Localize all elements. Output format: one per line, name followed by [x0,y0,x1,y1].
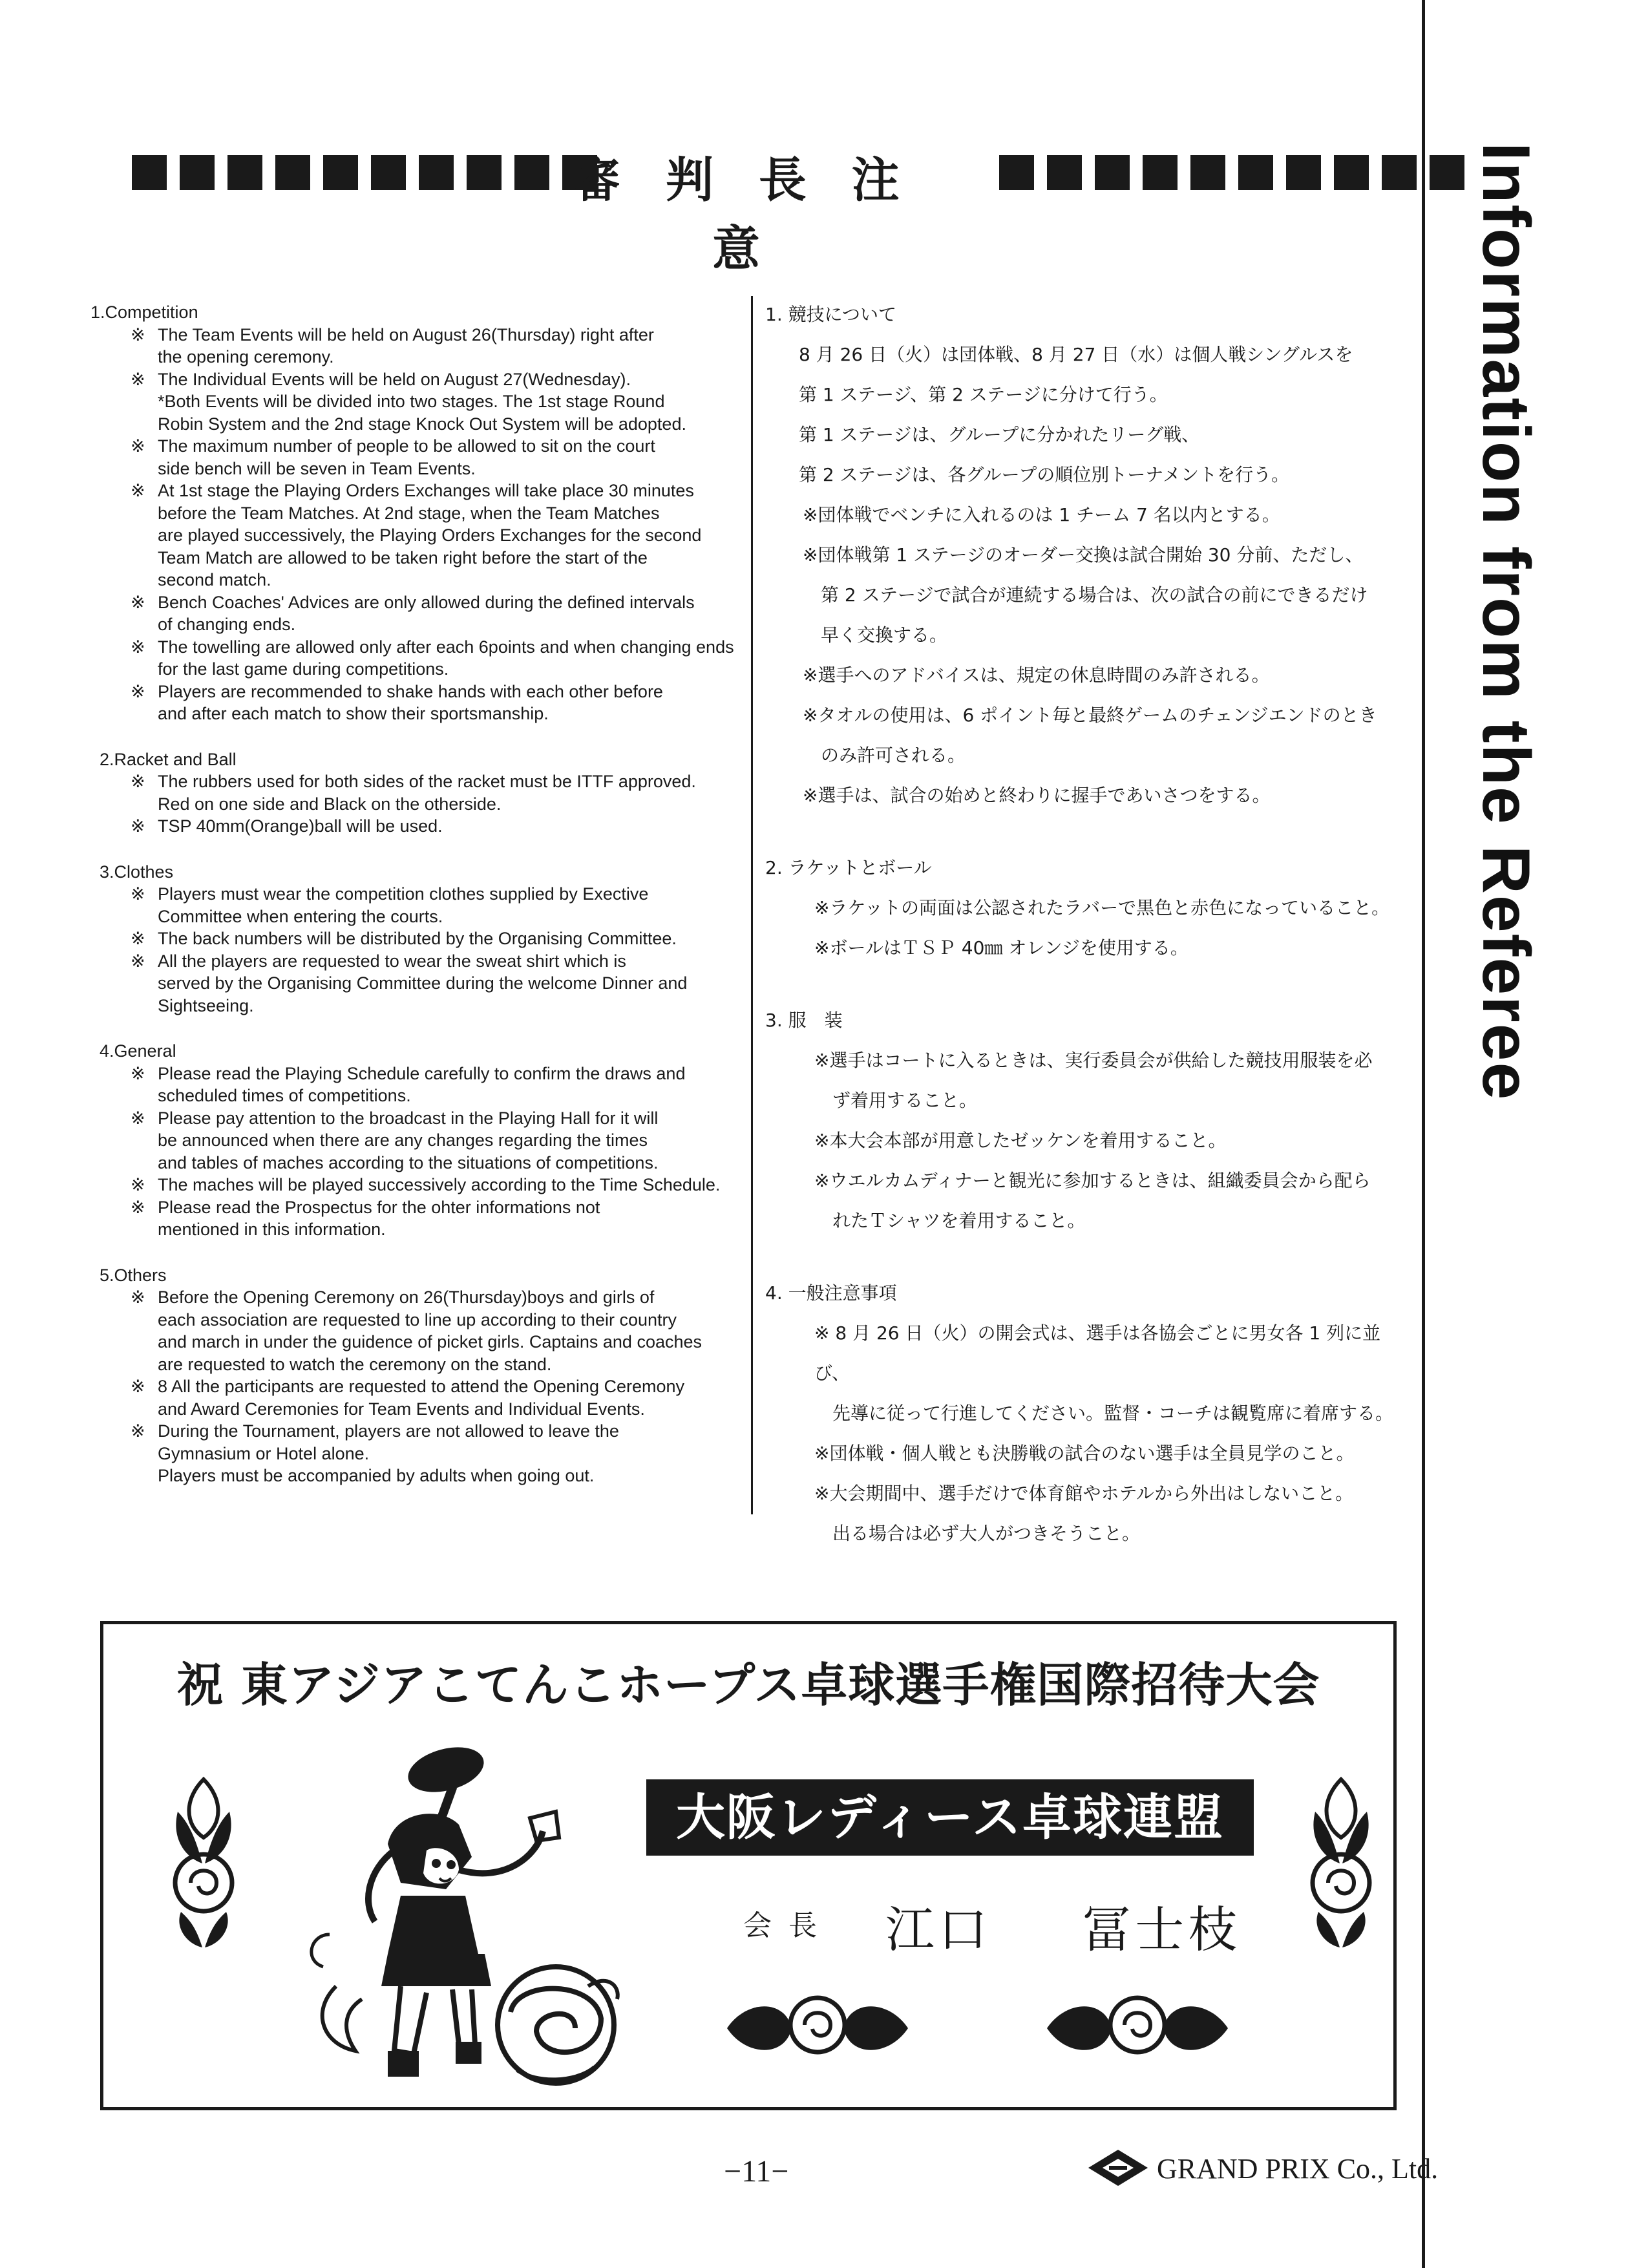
note-line: and Award Ceremonies for Team Events and Individual Events. [158,1399,645,1419]
note-line: are played successively, the Playing Orders Exchanges for the second [158,525,702,545]
japanese-section-title: 1. 競技について [765,304,897,325]
note-line: before the Team Matches. At 2nd stage, when the Team Matches [158,503,660,523]
japanese-section [763,295,1409,816]
note-line: Please pay attention to the broadcast in the Playing Hall for it will [158,1108,659,1128]
note-line: At 1st stage the Playing Orders Exchanges will take place 30 minutes [158,481,694,500]
japanese-note-line: ※ウエルカムディナーと観光に参加するときは、組織委員会から配ら [814,1170,1371,1191]
note-line: the opening ceremony. [158,347,334,366]
note-line: *Both Events will be divided into two stages. The 1st stage Round [158,392,665,411]
note-line: The rubbers used for both sides of the racket must be ITTF approved. [158,772,696,791]
ad-headline: 祝 東アジアこてんこホープス卓球選手権国際招待大会 [176,1658,1320,1712]
japanese-note-line: ※選手へのアドバイスは、規定の休息時間のみ許される。 [803,664,1270,686]
page-number: −11− [724,2154,789,2189]
english-section-title: 2.Racket and Ball [100,749,237,769]
note-line: are requested to watch the ceremony on the stand. [158,1354,552,1374]
japanese-note-line: ※タオルの使用は、6 ポイント毎と最終ゲームのチェンジエンドのとき [803,705,1377,726]
japanese-note-line: ※団体戦でベンチに入れるのは 1 チーム 7 名以内とする。 [803,504,1280,525]
page-title: 審 判 長 注 意 [573,153,914,277]
note-line: The towelling are allowed only after each 6points and when changing ends [158,637,734,657]
rose-ornament-icon [1302,1773,1380,1954]
english-section [90,301,737,725]
note-line: Players are recommended to shake hands with each other before [158,681,663,701]
japanese-note-line: ※選手はコートに入るときは、実行委員会が供給した競技用服装を必 [814,1050,1373,1071]
note-line: Red on one side and Black on the otherside. [158,794,502,814]
japanese-note-line: 第 2 ステージで試合が連続する場合は、次の試合の前にできるだけ [803,584,1368,606]
english-note-item [90,1375,737,1420]
english-note-item [90,324,737,368]
english-section-title: 4.General [100,1041,176,1061]
note-line: of changing ends. [158,615,296,634]
note-line: Committee when entering the courts. [158,906,443,926]
japanese-notes [763,295,1409,1586]
japanese-note-line: 第 1 ステージ、第 2 ステージに分けて行う。 [799,384,1168,405]
english-section-title: 1.Competition [90,302,198,322]
column-divider [751,296,753,1514]
japanese-note-line: 8 月 26 日（火）は団体戦、8 月 27 日（水）は個人戦シングルスを [799,344,1353,365]
note-mark: ※ [131,681,145,701]
japanese-section-title: 3. 服 装 [765,1010,843,1031]
japanese-note-line: ※ 8 月 26 日（火）の開会式は、選手は各協会ごとに男女各 1 列に並び、 [814,1322,1381,1384]
side-divider-line [1422,0,1425,2268]
english-section-title: 5.Others [100,1265,167,1285]
english-section-title: 3.Clothes [100,862,174,882]
note-mark: ※ [131,1063,145,1083]
english-note-item [90,1420,737,1487]
note-line: be announced when there are any changes regarding the times [158,1130,648,1150]
japanese-note-line: ※大会期間中、選手だけで体育館やホテルから外出はしないこと。 [814,1483,1354,1504]
note-mark: ※ [131,929,145,948]
company-logo-icon [1086,2147,1150,2189]
english-section [90,861,737,1017]
note-mark: ※ [131,951,145,971]
english-note-item [90,1174,737,1196]
president-name [885,1891,1241,1961]
english-note-item [90,368,737,436]
note-line: During the Tournament, players are not allowed to leave the [158,1421,619,1441]
japanese-section-title: 2. ラケットとボール [765,857,932,878]
note-line: each association are requested to line up according to their country [158,1309,677,1330]
note-line: The back numbers will be distributed by the Organising Committee. [158,929,677,948]
english-note-item [90,480,737,591]
japanese-note-line: ※選手は、試合の始めと終わりに握手であいさつをする。 [803,785,1271,806]
japanese-note-line: ※本大会本部が用意したゼッケンを着用すること。 [814,1130,1227,1151]
note-line: Players must be accompanied by adults when going out. [158,1466,595,1485]
note-line: for the last game during competitions. [158,659,449,679]
note-line: and march in under the guidence of picket girls. Captains and coaches [158,1332,703,1351]
note-mark: ※ [131,1197,145,1217]
note-line: Gymnasium or Hotel alone. [158,1443,370,1463]
president-surname: 江口 [885,1901,991,1958]
note-line: Please read the Prospectus for the ohter informations not [158,1197,600,1217]
japanese-note-line: 早く交換する。 [803,624,948,646]
note-line: The Team Events will be held on August 26(Thursday) right after [158,324,654,344]
note-line: scheduled times of competitions. [158,1086,411,1105]
note-line: Sightseeing. [158,995,254,1015]
japanese-section [763,1001,1409,1241]
note-line: Please read the Playing Schedule carefully to confirm the draws and [158,1063,686,1083]
japanese-note-line: ※団体戦第 1 ステージのオーダー交換は試合開始 30 分前、ただし、 [803,544,1364,566]
note-line: side bench will be seven in Team Events. [158,458,476,478]
congratulation-ad [100,1621,1397,2110]
note-line: TSP 40mm(Orange)ball will be used. [158,816,443,836]
english-note-item [90,927,737,950]
japanese-note-line: ※ラケットの両面は公認されたラバーで黒色と赤色になっていること。 [814,897,1390,918]
note-line: The Individual Events will be held on August 27(Wednesday). [158,369,631,389]
english-note-item [90,435,737,480]
note-line: Before the Opening Ceremony on 26(Thursday)boys and girls of [158,1288,655,1307]
note-line: mentioned in this information. [158,1220,386,1239]
side-title: Information from the Referee [1468,142,1543,1101]
note-mark: ※ [131,436,145,456]
japanese-note-line: のみ許可される。 [803,745,966,766]
note-mark: ※ [131,1377,145,1396]
japanese-note-line: ※団体戦・個人戦とも決勝戦の試合のない選手は全員見学のこと。 [814,1443,1355,1464]
rose-ornament-icon [165,1773,242,1954]
note-mark: ※ [131,369,145,389]
note-mark: ※ [131,637,145,657]
english-note-item [90,1107,737,1174]
english-note-item [90,681,737,725]
japanese-section-title: 4. 一般注意事項 [765,1282,897,1304]
english-section [90,1264,737,1487]
english-note-item [90,1196,737,1241]
ad-sponsor-banner: 大阪レディース卓球連盟 [646,1779,1254,1856]
note-mark: ※ [131,1421,145,1441]
english-note-item [90,815,737,838]
note-line: Players must wear the competition clothes supplied by Exective [158,884,649,904]
header-decoration-right [999,155,1464,190]
note-mark: ※ [131,816,145,836]
note-mark: ※ [131,772,145,791]
note-line: All the players are requested to wear the sweat shirt which is [158,951,626,971]
rose-ornament-icon [721,1986,914,2070]
english-note-item [90,636,737,681]
note-line: 8 All the participants are requested to attend the Opening Ceremony [158,1377,685,1396]
note-line: second match. [158,570,271,589]
english-note-item [90,950,737,1017]
english-note-item [90,1286,737,1375]
english-note-item [90,770,737,815]
english-note-item [90,591,737,636]
japanese-note-line: ず着用すること。 [814,1090,978,1111]
english-note-item [90,1063,737,1107]
header-decoration-left [132,155,597,190]
english-section [90,748,737,838]
japanese-note-line: 出る場合は必ず大人がつきそうこと。 [814,1523,1141,1544]
note-mark: ※ [131,592,145,612]
japanese-note-line: 先導に従って行進してください。監督・コーチは観覧席に着席する。 [814,1403,1394,1424]
company-name: GRAND PRIX Co., Ltd. [1157,2153,1439,2185]
note-line: Bench Coaches' Advices are only allowed during the defined intervals [158,592,695,612]
japanese-note-line: れたＴシャツを着用すること。 [814,1210,1086,1231]
note-line: Team Match are allowed to be taken right before the start of the [158,547,648,567]
rose-ornament-icon [1041,1986,1234,2070]
note-line: and tables of maches according to the situations of competitions. [158,1152,659,1172]
table-tennis-player-illustration [297,1741,633,2103]
note-mark: ※ [131,884,145,904]
president-label: 会長 [743,1909,834,1942]
english-note-item [90,883,737,927]
note-mark: ※ [131,324,145,344]
note-line: The maximum number of people to be allowed to sit on the court [158,436,655,456]
japanese-section [763,1273,1409,1554]
japanese-note-line: ※ボールはＴＳＰ 40㎜ オレンジを使用する。 [814,937,1188,959]
note-mark: ※ [131,1175,145,1194]
japanese-note-line: 第 1 ステージは、グループに分かれたリーグ戦、 [799,424,1200,445]
note-line: served by the Organising Committee during the welcome Dinner and [158,973,688,993]
note-line: Robin System and the 2nd stage Knock Out System will be adopted. [158,414,686,434]
japanese-section [763,848,1409,968]
note-line: The maches will be played successively according to the Time Schedule. [158,1175,721,1194]
note-mark: ※ [131,1288,145,1307]
english-section [90,1040,737,1241]
president-given-name: 冨士枝 [1082,1901,1241,1958]
english-notes [90,301,737,1510]
note-mark: ※ [131,481,145,500]
note-line: and after each match to show their sportsmanship. [158,704,549,723]
japanese-note-line: 第 2 ステージは、各グループの順位別トーナメントを行う。 [799,464,1290,485]
note-mark: ※ [131,1108,145,1128]
